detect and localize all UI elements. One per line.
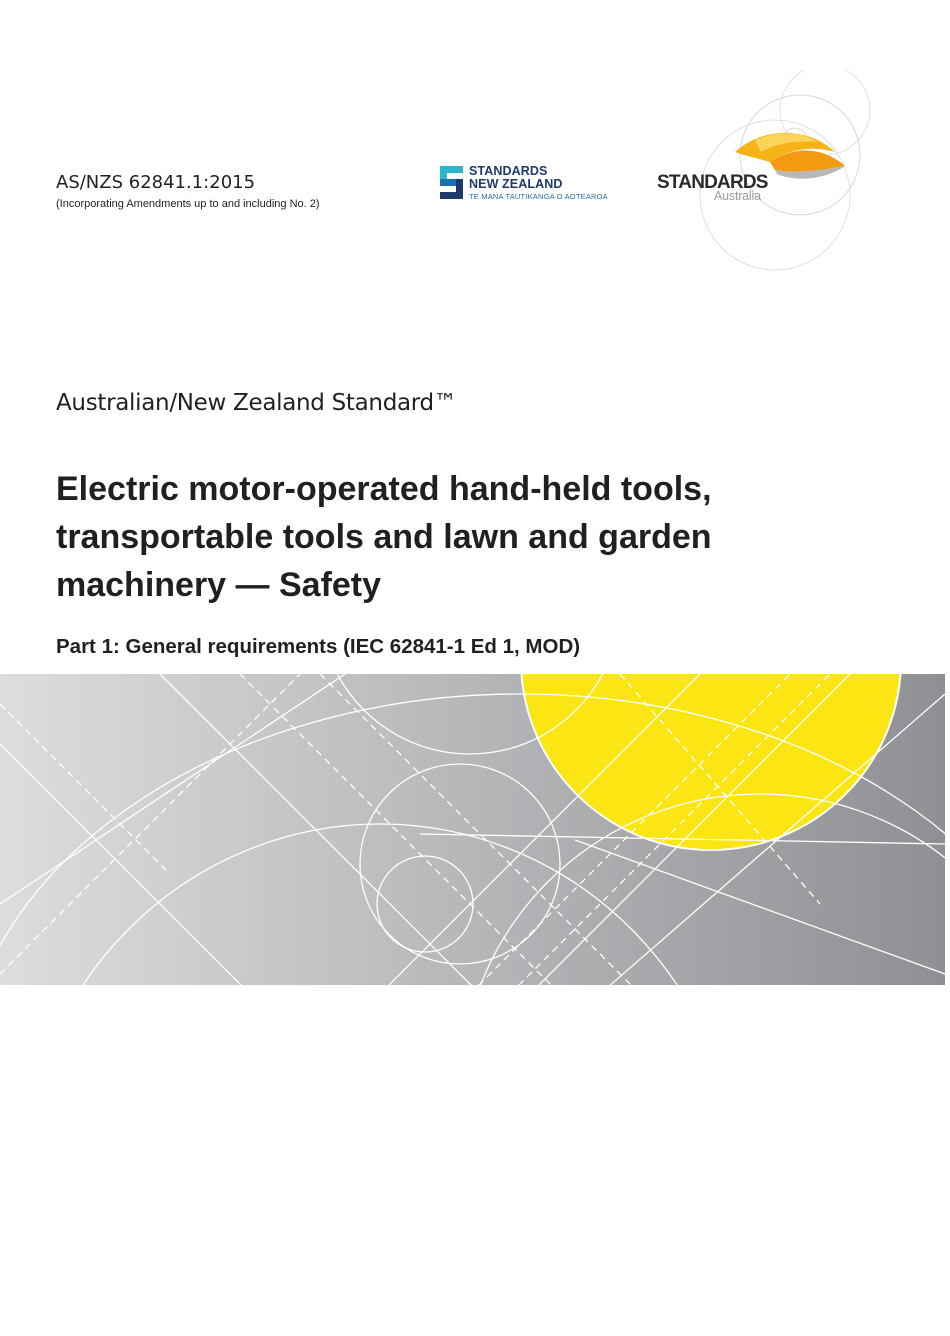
standards-new-zealand-logo <box>440 164 620 204</box>
title-line-2: transportable tools and lawn and garden <box>56 518 712 556</box>
title-line-1: Electric motor-operated hand-held tools, <box>56 470 712 508</box>
au-logo-sub: Australia <box>714 189 761 203</box>
nz-logo-line2: NEW ZEALAND <box>469 177 563 191</box>
nz-logo-tagline: TE MANA TAUTIKANGA O AOTEAROA <box>469 192 608 201</box>
amendment-note: (Incorporating Amendments up to and including No. 2) <box>56 198 320 210</box>
standard-number: AS/NZS 62841.1:2015 <box>56 172 256 193</box>
nz-logo-line1: STANDARDS <box>469 164 548 178</box>
part-title: Part 1: General requirements (IEC 62841-1 Ed 1, MOD) <box>56 635 581 658</box>
au-logo-word: STANDARDS <box>657 172 768 193</box>
standards-nz-mark-icon <box>440 166 463 199</box>
title-line-3: machinery — Safety <box>56 566 382 604</box>
geometric-banner <box>0 674 945 985</box>
standard-type: Australian/New Zealand Standard™ <box>56 390 457 416</box>
document-title <box>56 465 916 609</box>
